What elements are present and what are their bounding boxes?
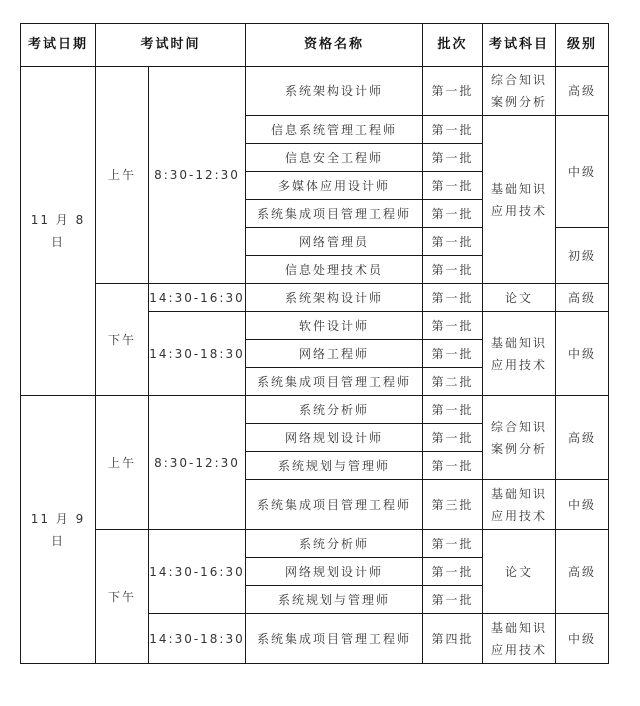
subject-cell <box>483 116 556 284</box>
date-cell: 11 月 9 日 <box>21 396 96 664</box>
subject-line: 基础知识 <box>491 181 548 196</box>
table-row <box>21 67 609 116</box>
period-cell: 下午 <box>96 530 149 664</box>
level-cell: 高级 <box>556 396 609 480</box>
batch-cell: 第一批 <box>423 144 483 172</box>
batch-cell: 第一批 <box>423 586 483 614</box>
header-row <box>21 24 609 67</box>
qualification-cell: 系统规划与管理师 <box>246 452 423 480</box>
subject-cell: 论文 <box>483 530 556 614</box>
qualification-cell: 信息安全工程师 <box>246 144 423 172</box>
subject-line: 应用技术 <box>491 508 548 523</box>
batch-cell: 第一批 <box>423 396 483 424</box>
qualification-cell: 系统分析师 <box>246 530 423 558</box>
qualification-cell: 系统架构设计师 <box>246 284 423 312</box>
batch-cell: 第一批 <box>423 340 483 368</box>
level-cell: 中级 <box>556 116 609 228</box>
header-qualification: 资格名称 <box>246 24 423 67</box>
qualification-cell: 网络规划设计师 <box>246 424 423 452</box>
subject-line: 应用技术 <box>491 642 548 657</box>
qualification-cell: 软件设计师 <box>246 312 423 340</box>
subject-line: 案例分析 <box>491 95 548 109</box>
batch-cell: 第一批 <box>423 530 483 558</box>
subject-line: 应用技术 <box>491 203 548 218</box>
subject-line: 基础知识 <box>491 335 548 350</box>
batch-cell: 第一批 <box>423 558 483 586</box>
level-cell: 中级 <box>556 312 609 396</box>
batch-cell: 第一批 <box>423 116 483 144</box>
qualification-cell: 系统架构设计师 <box>246 67 423 116</box>
time-cell: 14:30-18:30 <box>149 312 246 396</box>
time-cell: 8:30-12:30 <box>149 396 246 530</box>
date-cell: 11 月 8 日 <box>21 67 96 396</box>
table-row <box>21 396 609 424</box>
subject-cell <box>483 480 556 530</box>
qualification-cell: 系统集成项目管理工程师 <box>246 368 423 396</box>
qualification-cell: 系统规划与管理师 <box>246 586 423 614</box>
subject-cell <box>483 312 556 396</box>
subject-line: 基础知识 <box>491 486 548 501</box>
subject-line: 应用技术 <box>491 357 548 372</box>
time-cell: 14:30-16:30 <box>149 284 246 312</box>
batch-cell: 第二批 <box>423 368 483 396</box>
batch-cell: 第四批 <box>423 614 483 664</box>
batch-cell: 第一批 <box>423 67 483 116</box>
qualification-cell: 系统集成项目管理工程师 <box>246 200 423 228</box>
qualification-cell: 信息系统管理工程师 <box>246 116 423 144</box>
batch-cell: 第一批 <box>423 424 483 452</box>
table-row <box>21 284 609 312</box>
batch-cell: 第一批 <box>423 452 483 480</box>
period-cell: 下午 <box>96 284 149 396</box>
time-cell: 14:30-16:30 <box>149 530 246 614</box>
level-cell: 初级 <box>556 228 609 284</box>
level-cell: 高级 <box>556 530 609 614</box>
time-cell: 14:30-18:30 <box>149 614 246 664</box>
level-cell: 中级 <box>556 614 609 664</box>
header-subject: 考试科目 <box>483 24 556 67</box>
subject-line: 案例分析 <box>491 441 548 456</box>
batch-cell: 第一批 <box>423 256 483 284</box>
batch-cell: 第一批 <box>423 284 483 312</box>
subject-line: 综合知识 <box>491 73 548 87</box>
exam-schedule-table <box>20 23 609 664</box>
header-level: 级别 <box>556 24 609 67</box>
subject-cell: 论文 <box>483 284 556 312</box>
time-cell: 8:30-12:30 <box>149 67 246 284</box>
qualification-cell: 网络规划设计师 <box>246 558 423 586</box>
batch-cell: 第一批 <box>423 312 483 340</box>
qualification-cell: 多媒体应用设计师 <box>246 172 423 200</box>
batch-cell: 第一批 <box>423 172 483 200</box>
level-cell: 中级 <box>556 480 609 530</box>
subject-cell <box>483 396 556 480</box>
qualification-cell: 系统分析师 <box>246 396 423 424</box>
qualification-cell: 网络工程师 <box>246 340 423 368</box>
period-cell: 上午 <box>96 396 149 530</box>
header-batch: 批次 <box>423 24 483 67</box>
qualification-cell: 网络管理员 <box>246 228 423 256</box>
subject-cell <box>483 614 556 664</box>
table-row <box>21 530 609 558</box>
level-cell: 高级 <box>556 67 609 116</box>
batch-cell: 第一批 <box>423 200 483 228</box>
subject-line: 基础知识 <box>491 620 548 635</box>
qualification-cell: 信息处理技术员 <box>246 256 423 284</box>
subject-cell <box>483 67 556 116</box>
qualification-cell: 系统集成项目管理工程师 <box>246 480 423 530</box>
qualification-cell: 系统集成项目管理工程师 <box>246 614 423 664</box>
level-cell: 高级 <box>556 284 609 312</box>
header-time: 考试时间 <box>96 24 246 67</box>
batch-cell: 第一批 <box>423 228 483 256</box>
period-cell: 上午 <box>96 67 149 284</box>
subject-line: 综合知识 <box>491 419 548 434</box>
header-date: 考试日期 <box>21 24 96 67</box>
batch-cell: 第三批 <box>423 480 483 530</box>
